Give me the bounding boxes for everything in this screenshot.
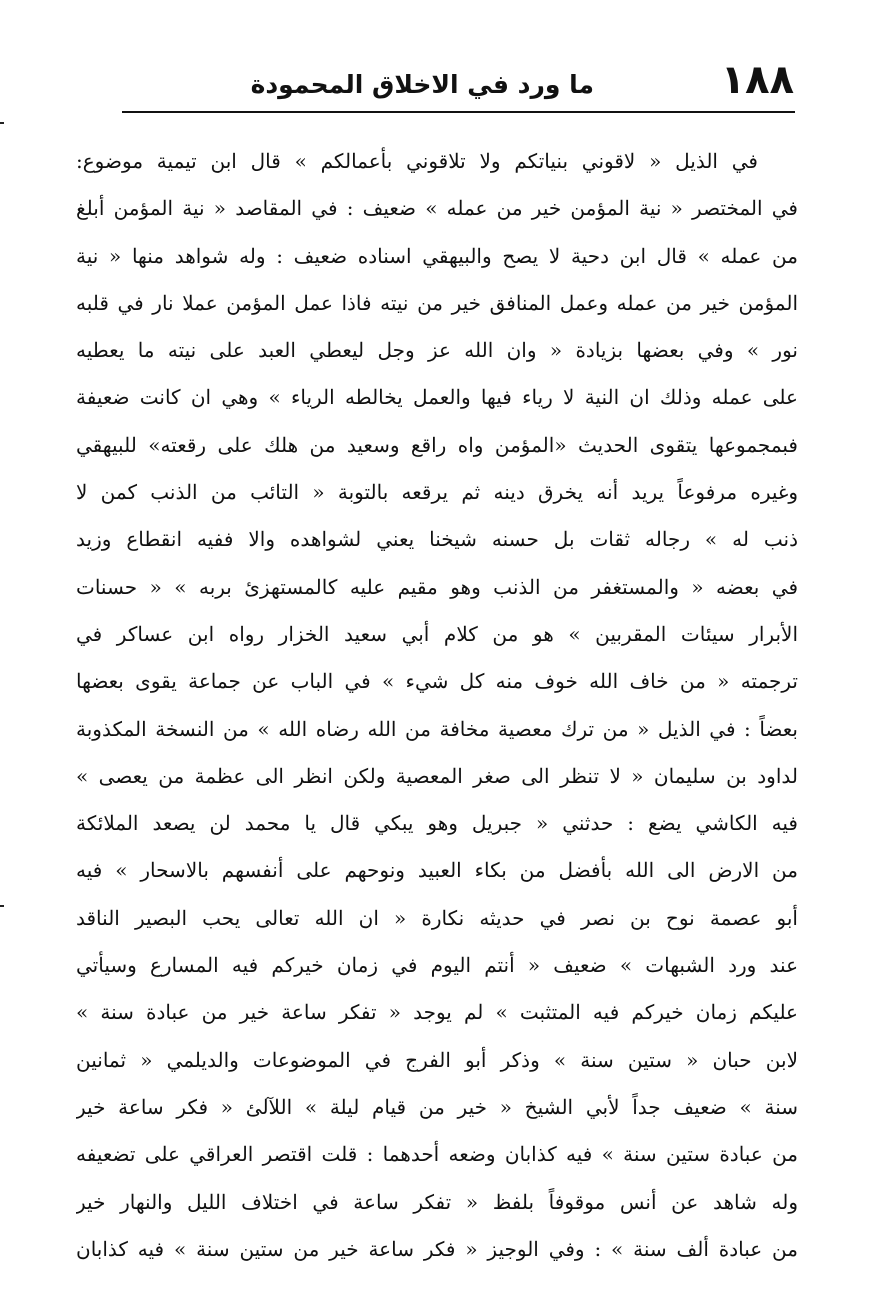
text-line: وله شاهد عن أنس موقوفاً بلفظ « تفكر ساعة في اختلاف الليل والنهار خير (76, 1189, 798, 1214)
text-line: في الذيل « لاقوني بنياتكم ولا تلاقوني بأعمالكم » قال ابن تيمية موضوع: (76, 149, 758, 173)
running-title: ما ورد في الاخلاق المحمودة (250, 70, 594, 99)
text-line: المؤمن خير من عمله وعمل المنافق خير من نيته فاذا عمل المؤمن عملا نار في قلبه (76, 290, 798, 315)
text-line: من الارض الى الله بأفضل من بكاء العبيد ونوحهم على أنفسهم بالاسحار » فيه (76, 858, 798, 883)
text-line: ترجمته « من خاف الله خوف منه كل شيء » في الباب عن جماعة يقوى بعضها (76, 669, 798, 694)
text-line: في بعضه « والمستغفر من الذنب وهو مقيم عليه كالمستهزئ بربه » « حسنات (76, 574, 798, 599)
text-line: نور » وفي بعضها بزيادة « وان الله عز وجل ليعطي العبد على نيته ما يعطيه (76, 338, 798, 363)
text-line: في المختصر « نية المؤمن خير من عمله » ضعيف : في المقاصد « نية المؤمن أبلغ (76, 196, 798, 221)
text-line: من عبادة ستين سنة » فيه كذابان وضعه أحدهما : قلت اقتصر العراقي على تضعيفه (76, 1142, 798, 1167)
text-line: لداود بن سليمان « لا تنظر الى صغر المعصية ولكن انظر الى عظمة من يعصى » (76, 763, 798, 788)
text-line: فيه الكاشي يضع : حدثني « جبريل وهو يبكي قال يا محمد لن يصعد الملائكة (76, 811, 798, 836)
margin-mark (0, 905, 4, 907)
text-line: لابن حبان « ستين سنة » وذكر أبو الفرج في الموضوعات والديلمي « ثمانين (76, 1047, 798, 1072)
text-line: سنة » ضعيف جداً لأبي الشيخ « خير من قيام ليلة » اللآلئ « فكر ساعة خير (76, 1094, 798, 1119)
margin-mark (0, 122, 4, 124)
text-line: عليكم زمان خيركم فيه المتثبت » لم يوجد « تفكر ساعة خير من عبادة سنة » (76, 1000, 798, 1025)
text-line: من عمله » قال ابن دحية لا يصح والبيهقي اسناده ضعيف : وله شواهد منها « نية (76, 243, 798, 268)
text-line: فبمجموعها يتقوى الحديث «المؤمن واه راقع وسعيد من هلك على رقعته» للبيهقي (76, 432, 798, 457)
text-line: الأبرار سيئات المقربين » هو من كلام أبي سعيد الخزار رواه ابن عساكر في (76, 621, 798, 646)
text-line: وغيره مرفوعاً يريد أنه يخرق دينه ثم يرقعه بالتوبة « التائب من الذنب كمن لا (76, 480, 798, 505)
text-line: عند ورد الشبهات » ضعيف « أنتم اليوم في زمان خيركم فيه المسارع وسيأتي (76, 953, 798, 978)
text-line: بعضاً : في الذيل « من ترك معصية مخافة من الله رضاه الله » من النسخة المكذوبة (76, 716, 798, 741)
page-header (122, 57, 794, 106)
text-line: أبو عصمة نوح بن نصر في حديثه نكارة « ان الله تعالى يحب البصير الناقد (76, 905, 798, 930)
body-text (76, 138, 798, 1273)
text-line: على عمله وذلك ان النية لا رياء فيها والعمل يخالطه الرياء » وهي ان كانت ضعيفة (76, 385, 798, 410)
header-rule (122, 111, 795, 113)
text-line: من عبادة ألف سنة » : وفي الوجيز « فكر ساعة خير من ستين سنة » فيه كذابان (76, 1236, 798, 1261)
page-number: ١٨٨ (720, 57, 794, 103)
text-line: ذنب له » رجاله ثقات بل حسنه شيخنا يعني لشواهده والا ففيه انقطاع وزيد (76, 527, 798, 552)
